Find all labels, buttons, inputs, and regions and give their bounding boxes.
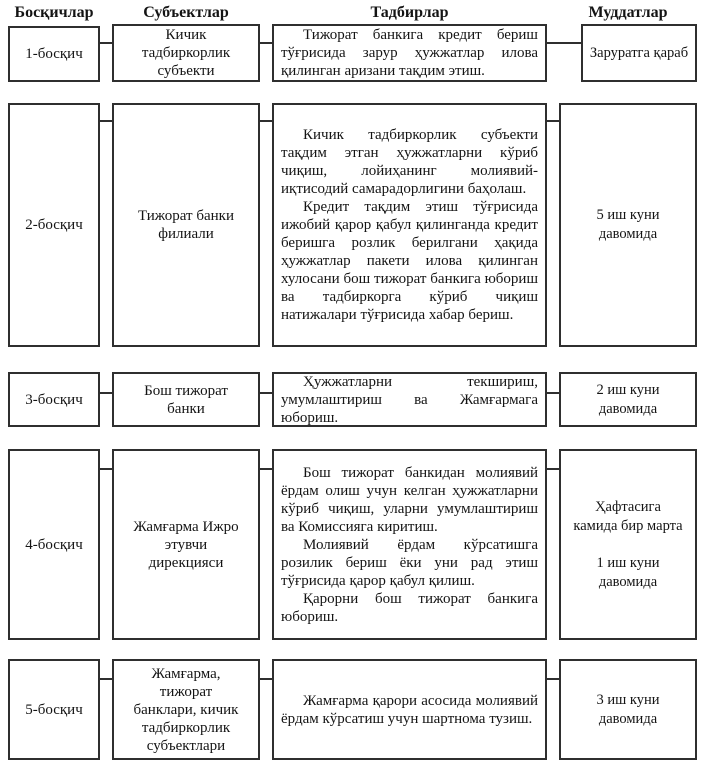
activity-paragraph: Тижорат банкига кредит бериш тўғрисида зарур ҳужжатлар илова қилинган аризани тақдим этиш. [281,27,538,79]
subject-box-2: Тижорат банки филиали [112,103,260,347]
deadline-box-2 [559,103,697,347]
column-header-stages: Босқичлар [14,4,94,21]
deadline-box-1 [581,24,697,82]
activities-box-3 [272,372,547,427]
deadline-box-4 [559,449,697,640]
subject-box-1: Кичик тадбиркорлик субъекти [112,24,260,82]
deadline-box-5 [559,659,697,760]
connector [545,42,583,44]
stage-box-2: 2-босқич [8,103,100,347]
connector [258,120,274,122]
connector [258,392,274,394]
connector [98,392,114,394]
deadline-text: Ҳафтасига камида бир марта [573,498,683,534]
activity-paragraph: Ҳужжатларни текшириш, умумлаштириш ва Жамғармага юбориш. [281,373,538,426]
deadline-text: 3 иш куни давомида [596,691,660,727]
connector [258,468,274,470]
column-header-subjects: Субъектлар [143,4,229,21]
connector [98,120,114,122]
connector [545,392,561,394]
activities-box-4 [272,449,547,640]
activity-paragraph: Жамғарма қарори асосида молиявий ёрдам кўрсатиш учун шартнома тузиш. [281,692,538,727]
connector [545,120,561,122]
activity-paragraph: Бош тижорат банкидан молиявий ёрдам олиш учун келган ҳужжатларни кўриб чиқиш, уларни умумлаштириш ва Комиссияга киритиш. [281,464,538,535]
deadline-text: 2 иш куни давомида [596,381,660,417]
deadline-text: 1 иш куни давомида [596,554,660,590]
connector [258,42,274,44]
activities-box-1 [272,24,547,82]
stage-box-5: 5-босқич [8,659,100,760]
deadline-text: 5 иш куни давомида [596,207,660,242]
stage-box-3: 3-босқич [8,372,100,427]
connector [545,678,561,680]
connector [98,468,114,470]
connector [98,42,114,44]
connector [258,678,274,680]
stage-box-1: 1-босқич [8,26,100,82]
connector [545,468,561,470]
activity-paragraph: Молиявий ёрдам кўрсатишга розилик бериш ёки уни рад этиш тўғрисида қарор қабул қилиш. [281,536,538,589]
subject-box-5: Жамғарма, тижорат банклари, кичик тадбиркорлик субъектлари [112,659,260,760]
deadline-text: Заруратга қараб [589,44,689,61]
column-header-deadlines: Муддатлар [588,4,668,21]
activity-paragraph: Кредит тақдим этиш тўғрисида ижобий қарор қабул қилинганда кредит беришга розлик берилгани ҳақида ҳужжатлар пакети илова қилинган хулосани бош тижорат банкига юбориш ва тадбиркорга кўриб чиқиш натижалари тўғрисида хабар бериш. [281,199,538,323]
column-header-activities: Тадбирлар [370,4,449,21]
activities-box-5 [272,659,547,760]
deadline-box-3 [559,372,697,427]
activities-box-2 [272,103,547,347]
activity-paragraph: Қарорни бош тижорат банкига юбориш. [281,590,538,625]
subject-box-3: Бош тижорат банки [112,372,260,427]
stage-box-4: 4-босқич [8,449,100,640]
subject-box-4: Жамғарма Ижро этувчи дирекцияси [112,449,260,640]
activity-paragraph: Кичик тадбиркорлик субъекти тақдим этган ҳужжатларни кўриб чиқиш, лойиҳанинг молиявий-иқтисодий самарадорлигини баҳолаш. [281,127,538,197]
connector [98,678,114,680]
